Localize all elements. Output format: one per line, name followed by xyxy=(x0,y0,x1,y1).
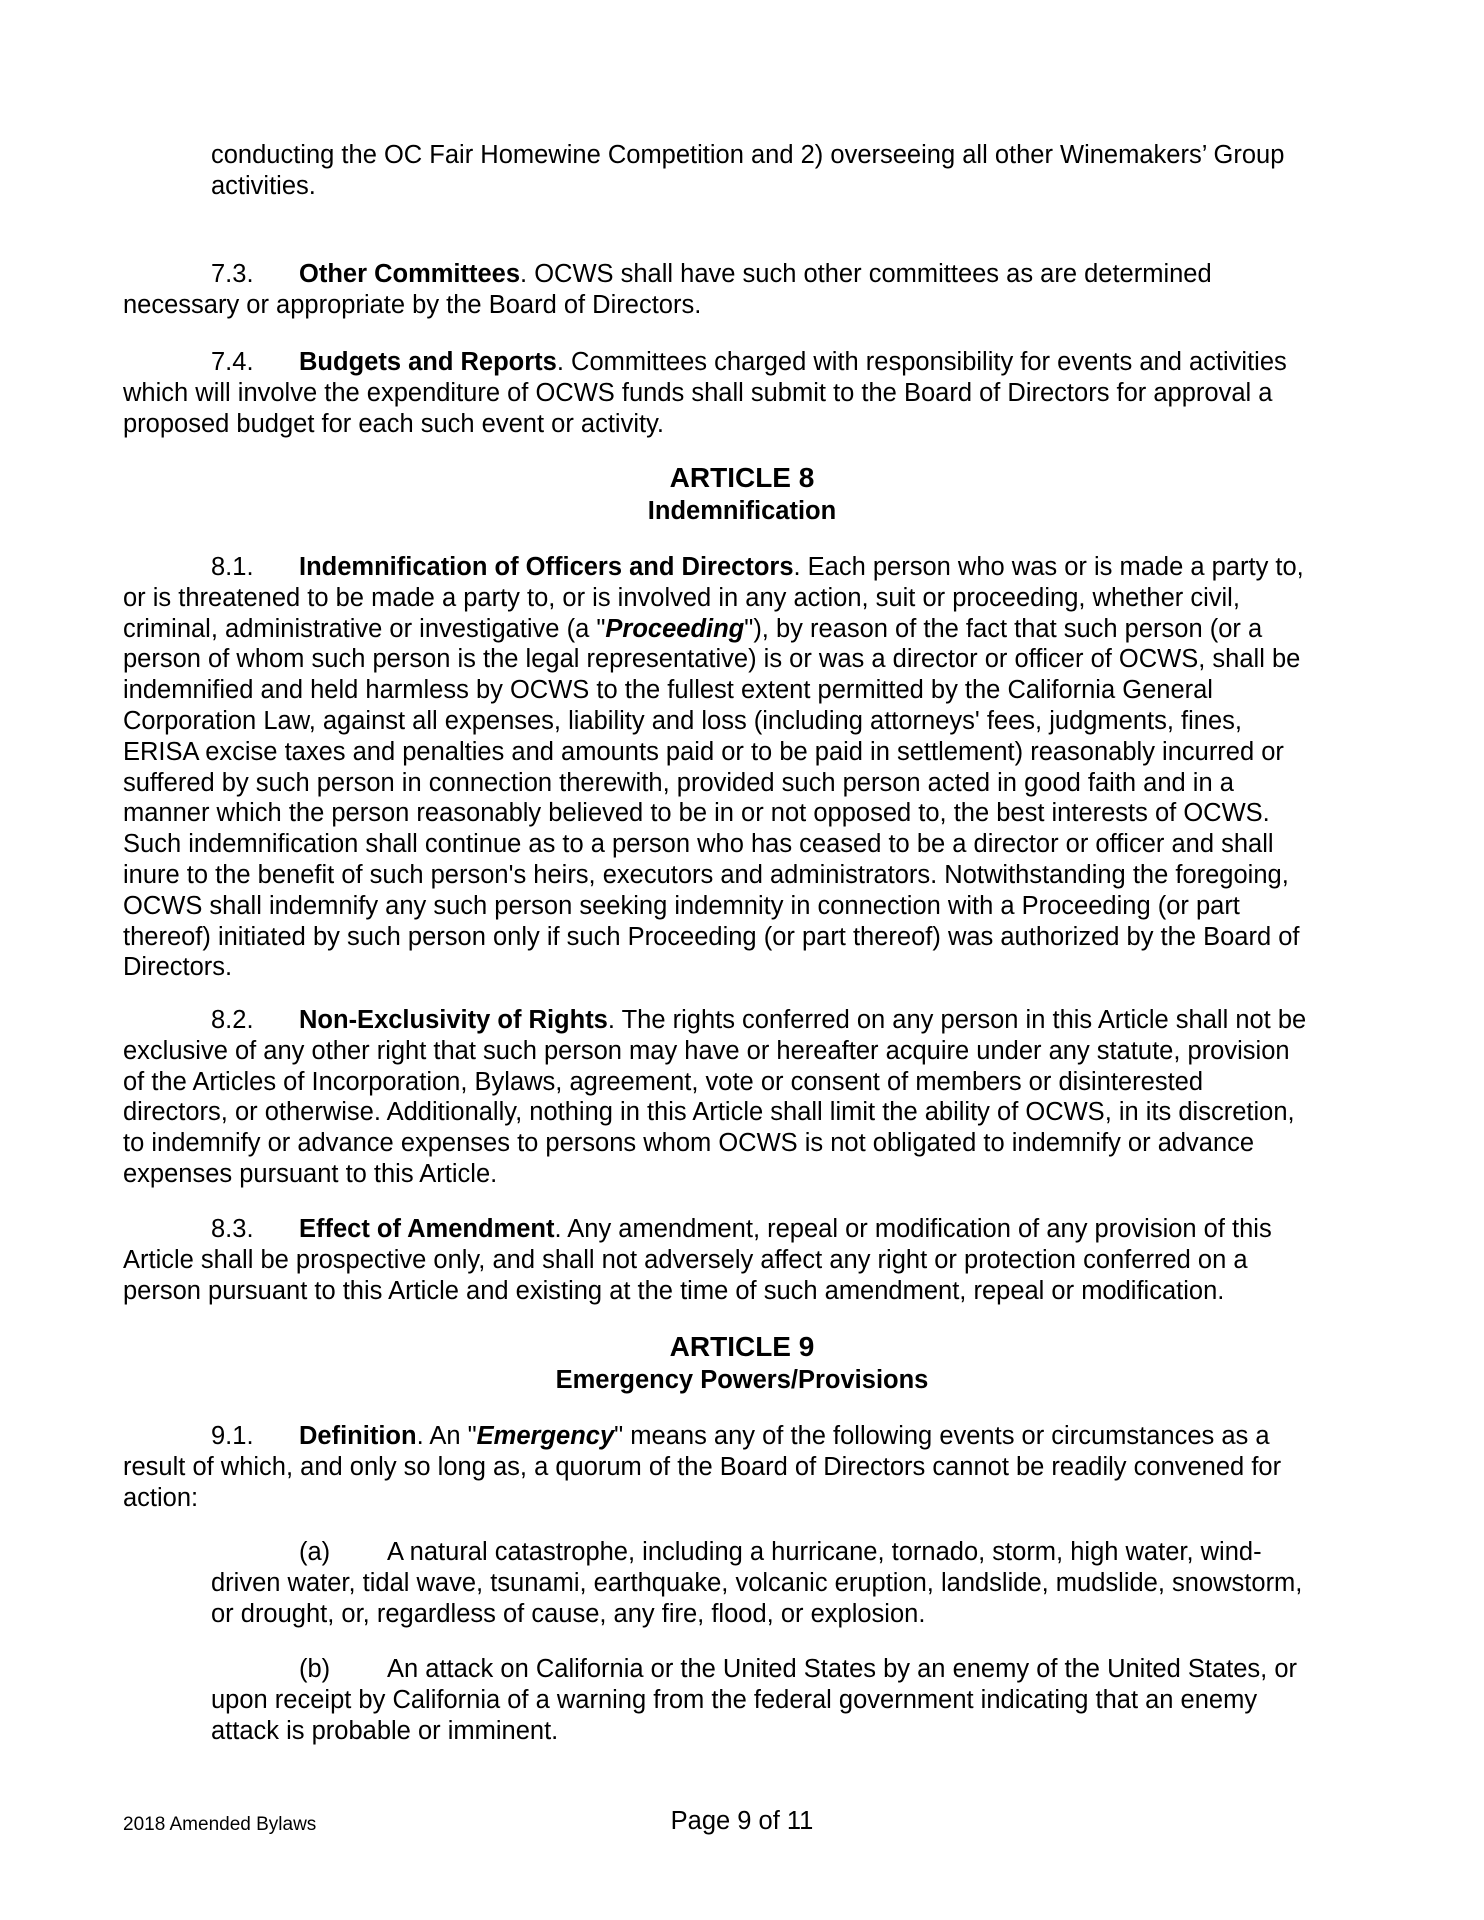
text-line: expenses pursuant to this Article. xyxy=(123,1159,498,1188)
text-line: action: xyxy=(123,1483,199,1512)
text-line: conducting the OC Fair Homewine Competition and 2) overseeing all other Winemakers’ Group xyxy=(211,141,1285,169)
article-9-subtitle: Emergency Powers/Provisions xyxy=(555,1366,929,1394)
text-line: person of whom such person is the legal representative) is or was a director or officer of OCWS, shall be xyxy=(123,645,1301,674)
text-line: attack is probable or imminent. xyxy=(211,1716,559,1745)
section-title: Definition xyxy=(299,1422,417,1450)
text-line: upon receipt by California of a warning from the federal government indicating that an enemy xyxy=(211,1685,1258,1714)
clause-b: (b) An attack on California or the United States by an enemy of the United States, or upon receipt by California of a warning from the federal government indicating that an enemy attack is probable or imminent. xyxy=(211,1654,1375,1746)
section-number: 8.3. xyxy=(211,1215,254,1243)
text-line: which will involve the expenditure of OCWS funds shall submit to the Board of Directors for approval a xyxy=(123,378,1273,407)
text-line: result of which, and only so long as, a quorum of the Board of Directors cannot be readily convened for xyxy=(123,1452,1282,1481)
article-8-subtitle: Indemnification xyxy=(647,497,837,525)
clause-label: (a) xyxy=(299,1538,331,1566)
text-line: person pursuant to this Article and existing at the time of such amendment, repeal or modification. xyxy=(123,1276,1225,1305)
text-line: Directors. xyxy=(123,953,233,982)
article-9-title: ARTICLE 9 xyxy=(669,1331,815,1362)
clause-label: (b) xyxy=(299,1655,331,1683)
text-line: activities. xyxy=(211,171,316,200)
text-line: manner which the person reasonably believed to be in or not opposed to, the best interests of OCWS. xyxy=(123,799,1270,828)
section-number: 7.3. xyxy=(211,260,254,288)
text-line: suffered by such person in connection therewith, provided such person acted in good faith and in a xyxy=(123,768,1234,797)
defined-term: Emergency xyxy=(476,1422,615,1450)
text-line: OCWS shall indemnify any such person seeking indemnity in connection with a Proceeding (or part xyxy=(123,891,1240,920)
text-line: or is threatened to be made a party to, or is involved in any action, suit or proceeding, whether civil, xyxy=(123,583,1240,612)
defined-term: Proceeding xyxy=(605,614,745,643)
text-line: Corporation Law, against all expenses, liability and loss (including attorneys' fees, judgments, fines, xyxy=(123,706,1242,735)
text-line: Article shall be prospective only, and shall not adversely affect any right or protection conferred on a xyxy=(123,1245,1248,1274)
section-7-3: 7.3. Other Committees. OCWS shall have such other committees as are determined necessary or appropriate by the Board of Directors. xyxy=(123,259,1375,321)
clause-a: (a) A natural catastrophe, including a hurricane, tornado, storm, high water, wind- driven water, tidal wave, tsunami, earthquake, volcanic eruption, landslide, mudslide, snowstorm, or drought, or, regardless of cause, any fire, flood, or explosion. xyxy=(211,1537,1375,1629)
section-8-3: 8.3. Effect of Amendment. Any amendment, repeal or modification of any provision of this Article shall be prospective only, and shall not adversely affect any right or protection conferred on a person pursuant to this Article and existing at the time of such amendment, repeal or modification. xyxy=(123,1214,1375,1306)
article-8-title: ARTICLE 8 xyxy=(669,462,815,493)
text-line: driven water, tidal wave, tsunami, earthquake, volcanic eruption, landslide, mudslide, snowstorm, xyxy=(211,1568,1303,1597)
footer-page-number: Page 9 of 11 xyxy=(670,1807,814,1835)
section-7-4: 7.4. Budgets and Reports. Committees charged with responsibility for events and activities which will involve the expenditure of OCWS funds shall submit to the Board of Directors for approval a proposed budget for each such event or activity. xyxy=(123,347,1375,439)
section-8-2: 8.2. Non-Exclusivity of Rights. The rights conferred on any person in this Article shall not be exclusive of any other right that such person may have or hereafter acquire under any statute, provision of the Articles of Incorporation, Bylaws, agreement, vote or consent of members or disinterested directors, or otherwise. Additionally, nothing in this Article shall limit the ability of OCWS, in its discretion, to indemnify or advance expenses to persons whom OCWS is not obligated to indemnify or advance expenses pursuant to this Article. xyxy=(123,1005,1375,1190)
text-line: or drought, or, regardless of cause, any fire, flood, or explosion. xyxy=(211,1599,926,1628)
section-8-1: 8.1. Indemnification of Officers and Directors. Each person who was or is made a party to, or is threatened to be made a party to, or is involved in any action, suit or proceeding, whether civil, criminal, administrative or investigative (a "Proceeding"), by reason of the fact that such person (or a person of whom such person is the legal representative) is or was a director or officer of OCWS, shall be indemnified and held harmless by OCWS to the fullest extent permitted by the California General Corporation Law, against all expenses, liability and loss (including attorneys' fees, judgments, fines, ERISA excise taxes and penalties and amounts paid or to be paid in settlement) reasonably incurred or suffered by such person in connection therewith, provided such person acted in good faith and in a manner which the person reasonably believed to be in or not opposed to, the best interests of OCWS. Such indemnification shall continue as to a person who has ceased to be a director or officer and shall inure to the benefit of such person's heirs, executors and administrators. Notwithstanding the foregoing, OCWS shall indemnify any such person seeking indemnity in connection with a Proceeding (or part thereof) initiated by such person only if such Proceeding (or part thereof) was authorized by the Board of Directors. xyxy=(123,552,1375,983)
text-line: necessary or appropriate by the Board of Directors. xyxy=(123,290,702,319)
section-number: 9.1. xyxy=(211,1422,254,1450)
section-number: 7.4. xyxy=(211,348,254,376)
text-line: ERISA excise taxes and penalties and amounts paid or to be paid in settlement) reasonably incurred or xyxy=(123,737,1284,766)
text-line: proposed budget for each such event or activity. xyxy=(123,409,665,438)
continuation-paragraph xyxy=(211,140,1375,202)
section-title: Other Committees xyxy=(299,260,521,288)
section-title: Budgets and Reports xyxy=(299,348,557,376)
text-line: inure to the benefit of such person's heirs, executors and administrators. Notwithstanding the foregoing, xyxy=(123,860,1289,889)
text-line: to indemnify or advance expenses to persons whom OCWS is not obligated to indemnify or advance xyxy=(123,1129,1255,1158)
text-line: directors, or otherwise. Additionally, nothing in this Article shall limit the ability of OCWS, in its discretion, xyxy=(123,1098,1295,1127)
section-9-1: 9.1. Definition. An "Emergency" means any of the following events or circumstances as a result of which, and only so long as, a quorum of the Board of Directors cannot be readily convened for action: xyxy=(123,1421,1375,1513)
text-line: Such indemnification shall continue as to a person who has ceased to be a director or officer and shall xyxy=(123,830,1274,859)
text-line: of the Articles of Incorporation, Bylaws, agreement, vote or consent of members or disinterested xyxy=(123,1067,1204,1096)
section-title: Indemnification of Officers and Directors xyxy=(299,553,794,581)
section-number: 8.2. xyxy=(211,1006,254,1034)
section-title: Non-Exclusivity of Rights xyxy=(299,1006,608,1034)
footer-document-name: 2018 Amended Bylaws xyxy=(123,1814,317,1835)
section-number: 8.1. xyxy=(211,553,254,581)
text-line: indemnified and held harmless by OCWS to the fullest extent permitted by the California General xyxy=(123,676,1213,705)
text-line: thereof) initiated by such person only if such Proceeding (or part thereof) was authorized by the Board of xyxy=(123,922,1300,951)
section-title: Effect of Amendment xyxy=(299,1215,555,1243)
text-line: exclusive of any other right that such person may have or hereafter acquire under any statute, provision xyxy=(123,1036,1290,1065)
